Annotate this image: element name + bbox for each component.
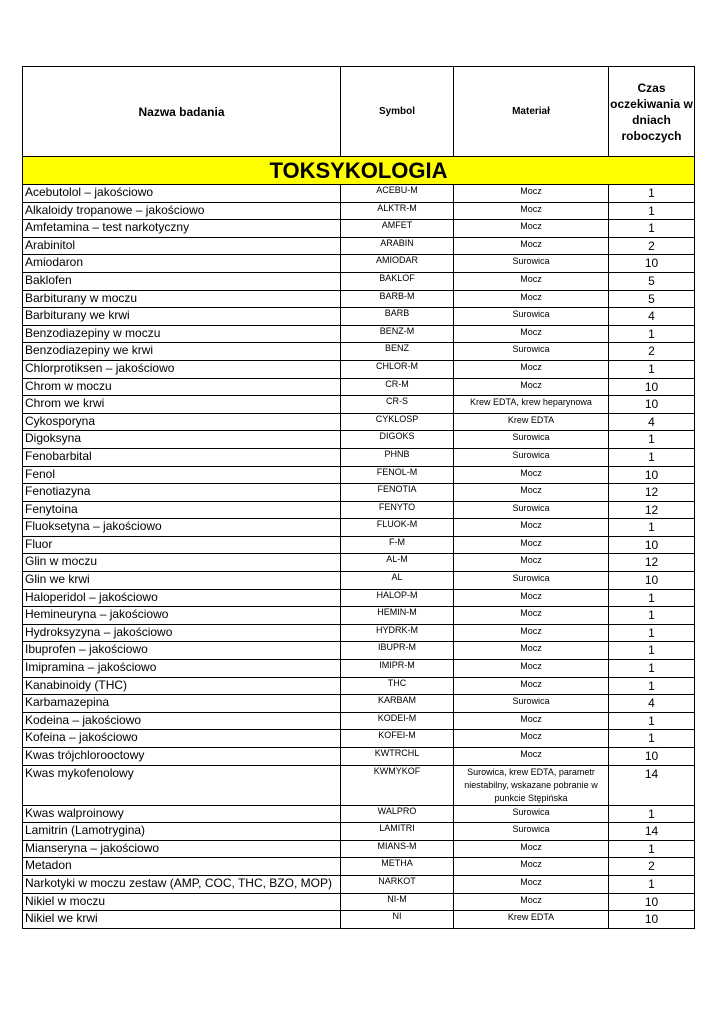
table-row	[23, 572, 695, 590]
test-days: 4	[609, 413, 695, 431]
test-material: Surowica	[454, 431, 609, 449]
test-days: 14	[609, 765, 695, 805]
test-symbol: PHNB	[341, 448, 454, 466]
test-symbol: FENOTIA	[341, 484, 454, 502]
test-material: Mocz	[454, 220, 609, 238]
test-symbol: NARKOT	[341, 875, 454, 893]
test-symbol: NI	[341, 911, 454, 929]
test-name: Fluor	[23, 536, 341, 554]
test-name: Fenobarbital	[23, 448, 341, 466]
test-days: 1	[609, 220, 695, 238]
test-days: 10	[609, 748, 695, 766]
table-row	[23, 840, 695, 858]
test-material: Surowica	[454, 823, 609, 841]
test-name: Chlorprotiksen – jakościowo	[23, 360, 341, 378]
test-days: 1	[609, 325, 695, 343]
test-name: Digoksyna	[23, 431, 341, 449]
test-days: 2	[609, 237, 695, 255]
table-row	[23, 413, 695, 431]
test-material: Mocz	[454, 378, 609, 396]
test-symbol: ACEBU-M	[341, 185, 454, 203]
test-days: 4	[609, 695, 695, 713]
test-days: 14	[609, 823, 695, 841]
test-days: 1	[609, 519, 695, 537]
test-name: Glin we krwi	[23, 572, 341, 590]
table-row	[23, 805, 695, 823]
table-row	[23, 237, 695, 255]
table-row	[23, 893, 695, 911]
table-row	[23, 677, 695, 695]
test-days: 1	[609, 624, 695, 642]
table-row	[23, 308, 695, 326]
tests-table	[22, 66, 695, 929]
test-symbol: IBUPR-M	[341, 642, 454, 660]
table-row	[23, 272, 695, 290]
test-material: Mocz	[454, 360, 609, 378]
test-symbol: CHLOR-M	[341, 360, 454, 378]
test-name: Kofeina – jakościowo	[23, 730, 341, 748]
table-row	[23, 607, 695, 625]
test-name: Hemineuryna – jakościowo	[23, 607, 341, 625]
test-symbol: WALPRO	[341, 805, 454, 823]
test-material: Mocz	[454, 589, 609, 607]
test-name: Nikiel we krwi	[23, 911, 341, 929]
test-days: 10	[609, 396, 695, 414]
test-material: Surowica	[454, 572, 609, 590]
table-row	[23, 712, 695, 730]
header-time: Czas oczekiwania w dniach roboczych	[609, 67, 695, 157]
test-days: 2	[609, 343, 695, 361]
test-material: Mocz	[454, 642, 609, 660]
test-days: 1	[609, 431, 695, 449]
table-row	[23, 589, 695, 607]
test-days: 1	[609, 840, 695, 858]
table-row	[23, 448, 695, 466]
table-row	[23, 501, 695, 519]
header-name: Nazwa badania	[23, 67, 341, 157]
test-name: Amiodaron	[23, 255, 341, 273]
test-symbol: KODEI-M	[341, 712, 454, 730]
test-symbol: METHA	[341, 858, 454, 876]
test-name: Mianseryna – jakościowo	[23, 840, 341, 858]
table-row	[23, 624, 695, 642]
table-row	[23, 858, 695, 876]
test-material: Mocz	[454, 607, 609, 625]
test-name: Fenotiazyna	[23, 484, 341, 502]
test-name: Barbiturany w moczu	[23, 290, 341, 308]
test-symbol: FENOL-M	[341, 466, 454, 484]
test-name: Haloperidol – jakościowo	[23, 589, 341, 607]
test-days: 1	[609, 642, 695, 660]
table-row	[23, 202, 695, 220]
test-symbol: FLUOK-M	[341, 519, 454, 537]
test-symbol: ALKTR-M	[341, 202, 454, 220]
test-days: 1	[609, 875, 695, 893]
test-symbol: DIGOKS	[341, 431, 454, 449]
test-name: Amfetamina – test narkotyczny	[23, 220, 341, 238]
test-material: Mocz	[454, 484, 609, 502]
test-symbol: NI-M	[341, 893, 454, 911]
table-row	[23, 484, 695, 502]
test-material: Krew EDTA	[454, 413, 609, 431]
test-material: Mocz	[454, 202, 609, 220]
test-name: Kwas walproinowy	[23, 805, 341, 823]
test-symbol: BARB	[341, 308, 454, 326]
test-material: Mocz	[454, 893, 609, 911]
table-row	[23, 519, 695, 537]
test-days: 1	[609, 202, 695, 220]
test-symbol: HALOP-M	[341, 589, 454, 607]
test-name: Kodeina – jakościowo	[23, 712, 341, 730]
test-name: Ibuprofen – jakościowo	[23, 642, 341, 660]
table-row	[23, 875, 695, 893]
test-days: 12	[609, 554, 695, 572]
test-material: Surowica	[454, 255, 609, 273]
test-days: 10	[609, 378, 695, 396]
test-material: Mocz	[454, 712, 609, 730]
table-row	[23, 536, 695, 554]
test-days: 10	[609, 893, 695, 911]
test-name: Fenol	[23, 466, 341, 484]
test-material: Mocz	[454, 748, 609, 766]
test-name: Alkaloidy tropanowe – jakościowo	[23, 202, 341, 220]
table-row	[23, 343, 695, 361]
test-material: Mocz	[454, 875, 609, 893]
test-name: Fenytoina	[23, 501, 341, 519]
test-symbol: KWMYKOF	[341, 765, 454, 805]
test-days: 1	[609, 448, 695, 466]
test-symbol: HEMIN-M	[341, 607, 454, 625]
test-days: 10	[609, 466, 695, 484]
table-row	[23, 695, 695, 713]
test-material: Mocz	[454, 554, 609, 572]
test-days: 2	[609, 858, 695, 876]
header-row	[23, 67, 695, 157]
test-symbol: BAKLOF	[341, 272, 454, 290]
table-row	[23, 255, 695, 273]
test-days: 10	[609, 255, 695, 273]
test-name: Karbamazepina	[23, 695, 341, 713]
test-name: Kanabinoidy (THC)	[23, 677, 341, 695]
test-days: 10	[609, 911, 695, 929]
table-row	[23, 431, 695, 449]
test-days: 1	[609, 185, 695, 203]
test-material: Mocz	[454, 185, 609, 203]
test-name: Nikiel w moczu	[23, 893, 341, 911]
table-row	[23, 911, 695, 929]
test-name: Hydroksyzyna – jakościowo	[23, 624, 341, 642]
test-material: Krew EDTA, krew heparynowa	[454, 396, 609, 414]
test-days: 12	[609, 501, 695, 519]
test-days: 12	[609, 484, 695, 502]
test-days: 1	[609, 677, 695, 695]
test-symbol: FENYTO	[341, 501, 454, 519]
test-material: Mocz	[454, 237, 609, 255]
table-row	[23, 378, 695, 396]
table-row	[23, 325, 695, 343]
test-material: Surowica	[454, 448, 609, 466]
test-symbol: KWTRCHL	[341, 748, 454, 766]
test-days: 1	[609, 805, 695, 823]
test-symbol: THC	[341, 677, 454, 695]
test-material: Surowica	[454, 501, 609, 519]
test-name: Benzodiazepiny we krwi	[23, 343, 341, 361]
test-symbol: CR-M	[341, 378, 454, 396]
test-days: 1	[609, 730, 695, 748]
table-row	[23, 642, 695, 660]
test-days: 10	[609, 536, 695, 554]
test-days: 1	[609, 660, 695, 678]
test-days: 5	[609, 272, 695, 290]
test-days: 10	[609, 572, 695, 590]
test-name: Cykosporyna	[23, 413, 341, 431]
test-material: Krew EDTA	[454, 911, 609, 929]
test-material: Mocz	[454, 519, 609, 537]
table-row	[23, 554, 695, 572]
test-symbol: IMIPR-M	[341, 660, 454, 678]
table-row	[23, 396, 695, 414]
test-name: Glin w moczu	[23, 554, 341, 572]
test-name: Chrom w moczu	[23, 378, 341, 396]
test-symbol: CR-S	[341, 396, 454, 414]
test-symbol: BARB-M	[341, 290, 454, 308]
table-row	[23, 185, 695, 203]
test-symbol: ARABIN	[341, 237, 454, 255]
test-symbol: BENZ	[341, 343, 454, 361]
test-material: Mocz	[454, 840, 609, 858]
test-symbol: MIANS-M	[341, 840, 454, 858]
test-material: Mocz	[454, 677, 609, 695]
test-material: Mocz	[454, 290, 609, 308]
table-row	[23, 360, 695, 378]
test-material: Mocz	[454, 466, 609, 484]
table-row	[23, 730, 695, 748]
test-symbol: HYDRK-M	[341, 624, 454, 642]
table-row	[23, 765, 695, 805]
test-name: Metadon	[23, 858, 341, 876]
test-name: Arabinitol	[23, 237, 341, 255]
test-material: Surowica, krew EDTA, parametr niestabilny, wskazane pobranie w punkcie Stępińska	[454, 765, 609, 805]
test-symbol: AMIODAR	[341, 255, 454, 273]
test-material: Surowica	[454, 695, 609, 713]
test-name: Baklofen	[23, 272, 341, 290]
test-symbol: KARBAM	[341, 695, 454, 713]
test-days: 1	[609, 589, 695, 607]
test-material: Mocz	[454, 858, 609, 876]
test-symbol: LAMITRI	[341, 823, 454, 841]
test-days: 1	[609, 712, 695, 730]
test-days: 4	[609, 308, 695, 326]
test-symbol: F-M	[341, 536, 454, 554]
test-name: Acebutolol – jakościowo	[23, 185, 341, 203]
test-material: Surowica	[454, 308, 609, 326]
table-row	[23, 748, 695, 766]
header-symbol: Symbol	[341, 67, 454, 157]
test-name: Kwas mykofenolowy	[23, 765, 341, 805]
test-days: 5	[609, 290, 695, 308]
test-name: Fluoksetyna – jakościowo	[23, 519, 341, 537]
test-name: Benzodiazepiny w moczu	[23, 325, 341, 343]
test-days: 1	[609, 607, 695, 625]
test-name: Barbiturany we krwi	[23, 308, 341, 326]
test-symbol: AL-M	[341, 554, 454, 572]
test-material: Mocz	[454, 536, 609, 554]
test-name: Imipramina – jakościowo	[23, 660, 341, 678]
test-name: Kwas trójchlorooctowy	[23, 748, 341, 766]
table-row	[23, 823, 695, 841]
test-symbol: AMFET	[341, 220, 454, 238]
test-material: Mocz	[454, 660, 609, 678]
table-row	[23, 660, 695, 678]
test-symbol: KOFEI-M	[341, 730, 454, 748]
test-material: Surowica	[454, 805, 609, 823]
test-name: Narkotyki w moczu zestaw (AMP, COC, THC, BZO, MOP)	[23, 875, 341, 893]
table-row	[23, 466, 695, 484]
section-row	[23, 157, 695, 185]
test-symbol: CYKLOSP	[341, 413, 454, 431]
test-symbol: AL	[341, 572, 454, 590]
test-material: Mocz	[454, 730, 609, 748]
test-material: Mocz	[454, 272, 609, 290]
section-title: TOKSYKOLOGIA	[23, 157, 695, 185]
test-material: Mocz	[454, 325, 609, 343]
test-symbol: BENZ-M	[341, 325, 454, 343]
header-material: Materiał	[454, 67, 609, 157]
test-material: Mocz	[454, 624, 609, 642]
table-row	[23, 220, 695, 238]
test-name: Chrom we krwi	[23, 396, 341, 414]
test-material: Surowica	[454, 343, 609, 361]
table-row	[23, 290, 695, 308]
test-days: 1	[609, 360, 695, 378]
test-name: Lamitrin (Lamotrygina)	[23, 823, 341, 841]
